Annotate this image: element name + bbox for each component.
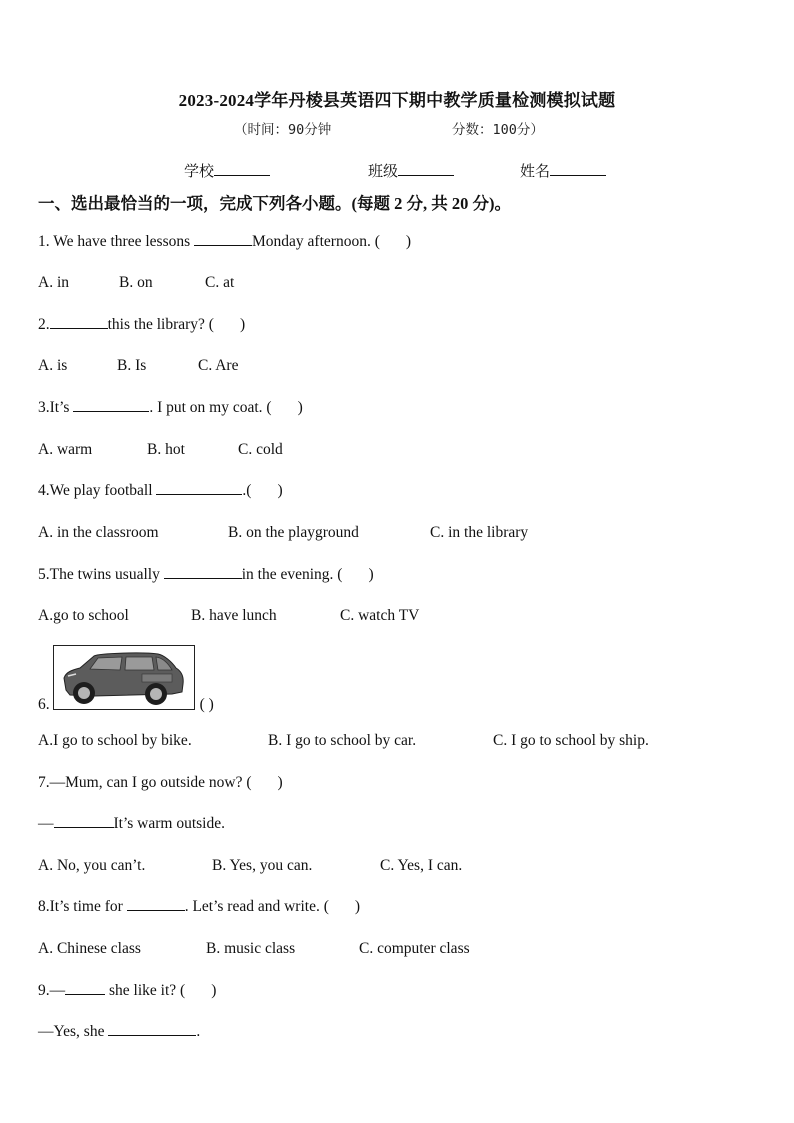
q7-text-a: 7.—Mum, can I go outside now? ( <box>38 774 252 791</box>
school-field <box>184 160 270 181</box>
class-blank <box>398 175 454 176</box>
question-7-reply <box>38 815 225 833</box>
q3-text-a: 3.It’s <box>38 399 74 416</box>
q2-text-b: this the library? ( <box>107 316 214 333</box>
q7-blank <box>54 827 114 828</box>
q5-option-c: C. watch TV <box>340 607 420 624</box>
q8-text-b: . Let’s read and write. ( <box>184 898 329 915</box>
question-3-options <box>38 441 283 459</box>
question-4 <box>38 482 283 500</box>
class-field <box>368 160 454 181</box>
exam-time: （时间：90分钟 <box>234 122 332 138</box>
q2-option-a: A. is <box>38 357 68 374</box>
q6-option-a: A.I go to school by bike. <box>38 732 192 749</box>
q5-option-a: A.go to school <box>38 607 129 624</box>
q9-reply-a: —Yes, she <box>38 1023 109 1040</box>
question-7 <box>38 774 283 792</box>
q7-option-c: C. Yes, I can. <box>380 857 463 874</box>
class-label: 班级 <box>368 164 399 180</box>
question-3 <box>38 399 303 417</box>
q6-paren: ( ) <box>199 696 214 713</box>
q9-blank <box>65 994 105 995</box>
question-2-options <box>38 357 238 375</box>
q8-option-a: A. Chinese class <box>38 940 141 957</box>
name-blank <box>550 175 606 176</box>
q4-option-b: B. on the playground <box>228 524 359 541</box>
q3-option-a: A. warm <box>38 441 93 458</box>
question-2 <box>38 316 245 334</box>
q9-reply-blank <box>108 1035 196 1036</box>
q4-text-b: .( <box>242 482 252 499</box>
q1-text-c: ) <box>405 233 412 250</box>
q7-text-c: ) <box>277 774 283 791</box>
q1-blank <box>194 245 252 246</box>
q6-number: 6. <box>38 696 50 713</box>
q5-text-c: ) <box>368 566 374 583</box>
exam-title: 2023-2024学年丹棱县英语四下期中教学质量检测模拟试题 <box>178 91 616 110</box>
question-9 <box>38 982 216 1000</box>
q2-option-b: B. Is <box>117 357 147 374</box>
q8-blank <box>127 910 185 911</box>
q9-text-b: she like it? ( <box>105 982 186 999</box>
question-7-options <box>38 857 462 875</box>
q3-option-b: B. hot <box>147 441 185 458</box>
q7-option-a: A. No, you can’t. <box>38 857 146 874</box>
exam-score: 分数：100分） <box>452 122 544 138</box>
q6-option-c: C. I go to school by ship. <box>493 732 649 749</box>
q5-blank <box>164 578 242 579</box>
q5-option-b: B. have lunch <box>191 607 277 624</box>
school-label: 学校 <box>184 164 215 180</box>
question-5-options <box>38 607 419 625</box>
question-9-reply <box>38 1023 200 1041</box>
q9-text-a: 9.— <box>38 982 66 999</box>
q4-option-a: A. in the classroom <box>38 524 159 541</box>
q8-option-c: C. computer class <box>359 940 470 957</box>
school-blank <box>214 175 270 176</box>
q9-text-c: ) <box>211 982 217 999</box>
question-6 <box>38 696 214 714</box>
question-4-options <box>38 524 528 542</box>
q2-text-a: 2. <box>38 316 50 333</box>
section-heading: 一、选出最恰当的一项，完成下列各小题。(每题 2 分, 共 20 分)。 <box>38 194 511 213</box>
q8-text-c: ) <box>354 898 361 915</box>
q2-blank <box>50 328 108 329</box>
q1-option-a: A. in <box>38 274 69 291</box>
q1-option-c: C. at <box>205 274 235 291</box>
q6-option-b: B. I go to school by car. <box>268 732 417 749</box>
question-8 <box>38 898 360 916</box>
q5-text-a: 5.The twins usually <box>38 566 164 583</box>
q2-text-c: ) <box>239 316 246 333</box>
q8-option-b: B. music class <box>206 940 296 957</box>
q8-text-a: 8.It’s time for <box>38 898 127 915</box>
q4-text-a: 4.We play football <box>38 482 157 499</box>
question-6-options <box>38 732 649 750</box>
q7-reply-a: — <box>38 815 54 832</box>
q7-option-b: B. Yes, you can. <box>212 857 313 874</box>
q3-blank <box>73 411 149 412</box>
question-1-options <box>38 274 234 292</box>
name-label: 姓名 <box>520 164 551 180</box>
question-5 <box>38 566 374 584</box>
q4-blank <box>156 494 242 495</box>
q4-text-c: ) <box>277 482 283 499</box>
q9-reply-b: . <box>196 1023 201 1040</box>
q1-text-b: Monday afternoon. ( <box>252 233 380 250</box>
q1-option-b: B. on <box>119 274 153 291</box>
q3-option-c: C. cold <box>238 441 283 458</box>
question-1 <box>38 233 411 251</box>
q1-text-a: 1. We have three lessons <box>38 233 195 250</box>
name-field <box>520 160 606 181</box>
q2-option-c: C. Are <box>198 357 239 374</box>
q5-text-b: in the evening. ( <box>241 566 343 583</box>
q3-text-b: . I put on my coat. ( <box>149 399 272 416</box>
q4-option-c: C. in the library <box>430 524 529 541</box>
q3-text-c: ) <box>297 399 303 416</box>
q7-reply-b: It’s warm outside. <box>113 815 225 832</box>
question-8-options <box>38 940 470 958</box>
